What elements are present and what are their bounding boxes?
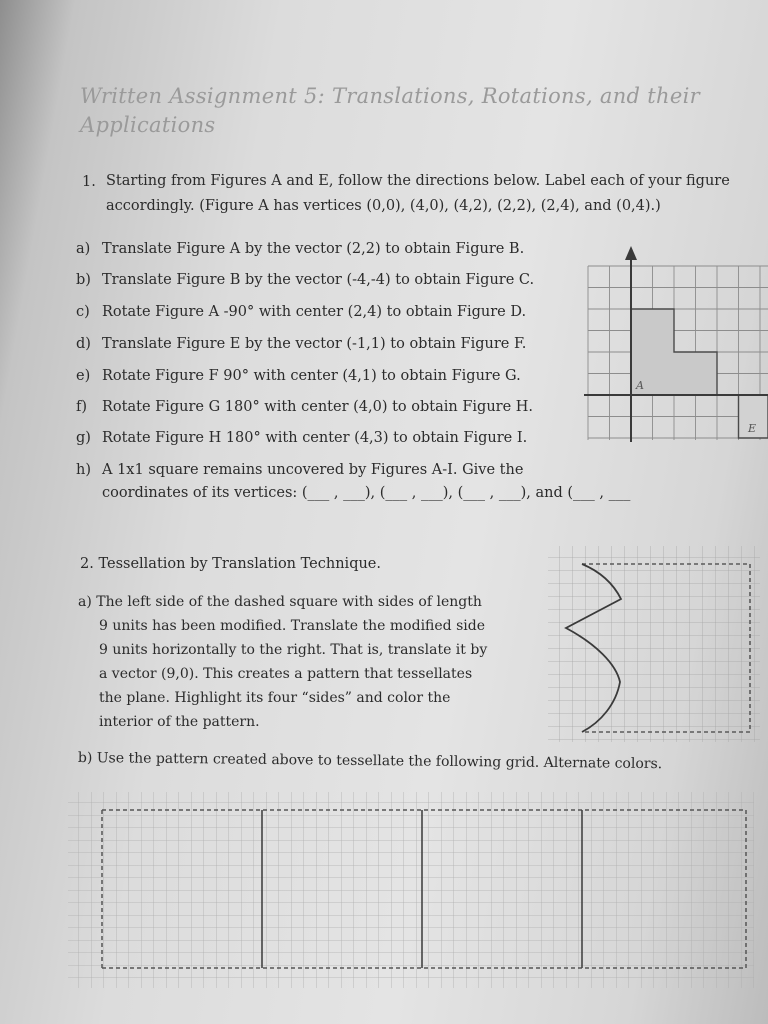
- assignment-title: Written Assignment 5: Translations, Rotations, and their: [80, 84, 700, 108]
- figure-a-label: A: [636, 379, 644, 392]
- q1-item-a: Translate Figure A by the vector (2,2) to obtain Figure B.: [102, 241, 525, 257]
- q2-a-line6: interior of the pattern.: [99, 714, 260, 730]
- q1-item-h: A 1x1 square remains uncovered by Figures A-I. Give the: [102, 462, 524, 478]
- q2-a-line4: a vector (9,0). This creates a pattern that tessellates: [99, 666, 473, 682]
- q1-item-g: Rotate Figure H 180° with center (4,3) to obtain Figure I.: [102, 430, 528, 446]
- q1-item-e: Rotate Figure F 90° with center (4,1) to obtain Figure G.: [102, 368, 521, 384]
- q1-item-g-letter: g): [76, 430, 91, 446]
- q1-coordinate-grid: [584, 246, 768, 456]
- q2-tessellation-grid: [66, 790, 756, 990]
- q1-item-a-letter: a): [76, 241, 91, 257]
- q1-item-e-letter: e): [76, 368, 91, 384]
- q1-item-b: Translate Figure B by the vector (-4,-4) to obtain Figure C.: [102, 272, 535, 288]
- q1-item-c: Rotate Figure A -90° with center (2,4) to obtain Figure D.: [102, 304, 527, 320]
- q1-item-f: Rotate Figure G 180° with center (4,0) to obtain Figure H.: [102, 399, 534, 415]
- q1-item-b-letter: b): [76, 272, 91, 288]
- y-axis-arrow-icon: [625, 246, 637, 260]
- q1-intro-line1: Starting from Figures A and E, follow the directions below. Label each of your figure: [106, 173, 730, 189]
- tessellation-grid-background: [68, 792, 754, 988]
- q1-number: 1.: [82, 174, 96, 190]
- q1-intro-line2: accordingly. (Figure A has vertices (0,0), (4,0), (4,2), (2,2), (2,4), and (0,4).): [106, 198, 661, 214]
- figure-e-label: E: [748, 422, 757, 435]
- q1-item-c-letter: c): [76, 304, 90, 320]
- q1-item-h-letter: h): [76, 462, 91, 478]
- q2-a-line2: 9 units has been modified. Translate the modified side: [99, 618, 485, 634]
- q2-a-line5: the plane. Highlight its four “sides” and color the: [99, 690, 451, 706]
- q1-item-d: Translate Figure E by the vector (-1,1) to obtain Figure F.: [102, 336, 527, 352]
- q2-a-line3: 9 units horizontally to the right. That is, translate it by: [99, 642, 488, 658]
- q2-pattern-grid: [546, 544, 762, 744]
- assignment-title-line2: Applications: [80, 113, 216, 137]
- q2-a-line1: a) The left side of the dashed square with sides of length: [78, 594, 482, 610]
- q1-item-d-letter: d): [76, 336, 91, 352]
- q2-heading: 2. Tessellation by Translation Technique.: [80, 556, 382, 572]
- q1-item-f-letter: f): [76, 399, 88, 415]
- q2-b-line: b) Use the pattern created above to tessellate the following grid. Alternate colors.: [77, 750, 663, 773]
- q1-item-h-line2: coordinates of its vertices: (___ , ___), (___ , ___), (___ , ___), and (___ , ___: [102, 485, 631, 501]
- pattern-grid-background: [548, 546, 760, 742]
